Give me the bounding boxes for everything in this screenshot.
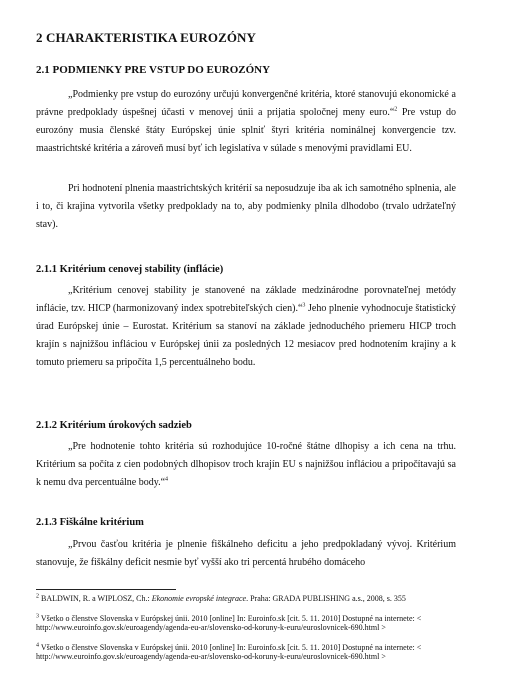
footnote-number: 4	[36, 642, 39, 649]
section-2-1-paragraph-1	[36, 86, 456, 158]
section-2-1-3-title: 2.1.3 Fiškálne kritérium	[36, 517, 144, 528]
footnote-book-title: Ekonomie evropské integrace	[151, 594, 247, 603]
paragraph-tail: Pre vstup do eurozóny musia členské štáty Európskej únie splniť štyri kritéria nominálnej konvergencie tzv. maastrichtské kritéria a zároveň musí byť ich legislatíva v súlade s menovými pravidlami EU.	[36, 107, 456, 154]
quote-text: „Pre hodnotenie tohto kritéria sú rozhodujúce 10-ročné štátne dlhopisy a ich cena na trhu. Kritérium sa počíta z cien podobných dlhopisov troch krajín EU s najnižšou infláciou a pripočítavajú sa k nemu dva percentuálne body.“	[36, 441, 456, 488]
section-2-1-3-paragraph: „Prvou časťou kritéria je plnenie fiškálneho deficitu a jeho predpokladaný vývoj. Kritérium stanovuje, že fiškálny deficit nesmie byť vyšší ako tri percentá hrubého domáceho	[36, 539, 456, 568]
footnote-ref-3: 3	[302, 302, 306, 309]
chapter-title: 2 CHARAKTERISTIKA EUROZÓNY	[36, 30, 257, 45]
quote-text: „Kritérium cenovej stability je stanovené na základe medzinárodne porovnateľnej metódy inflácie, tzv. HICP (harmonizovaný index spotrebiteľských cien).“	[36, 285, 456, 314]
footnote-2	[36, 594, 456, 603]
section-2-1-title: 2.1 PODMIENKY PRE VSTUP DO EUROZÓNY	[36, 64, 271, 76]
section-2-1-2-paragraph	[36, 438, 456, 492]
footnote-number: 3	[36, 613, 39, 620]
footnote-4	[36, 643, 456, 661]
footnote-text: . Praha: GRADA PUBLISHING a.s., 2008, s. 355	[246, 594, 406, 603]
section-2-1-paragraph-2: Pri hodnotení plnenia maastrichtských kritérií sa neposudzuje iba ak ich samotného splnenia, ale i to, či krajina vytvorila všetky predpoklady na to, aby podmienky plnila dlhodobo (trvalo udržateľný stav).	[36, 183, 456, 230]
section-2-1-1-title: 2.1.1 Kritérium cenovej stability (inflácie)	[36, 264, 224, 275]
footnote-number: 2	[36, 593, 39, 600]
footnote-ref-4: 4	[165, 476, 169, 483]
section-2-1-2-title: 2.1.2 Kritérium úrokových sadzieb	[36, 420, 192, 431]
footnote-text: Všetko o členstve Slovenska v Európskej únii. 2010 [online] In: Euroinfo.sk [cit. 5. 11. 2010] Dostupné na internete: < http://www.euroinfo.gov.sk/euroagendy/agenda-eu-ar/slovensko-od-koruny-k-euru/euroslovnicek-690.html >	[36, 614, 422, 632]
footnote-3	[36, 614, 456, 632]
footnote-text: BALDWIN, R. a WIPLOSZ, Ch.:	[39, 594, 152, 603]
quote-text: „Podmienky pre vstup do eurozóny určujú konvergenčné kritéria, ktoré stanovujú ekonomické a právne predpoklady úspešnej účasti v menovej únii a prijatia spoločnej meny euro.“	[36, 89, 456, 118]
footnote-separator	[36, 589, 176, 590]
footnote-ref-2: 2	[394, 106, 398, 113]
footnote-text: Všetko o členstve Slovenska v Európskej únii. 2010 [online] In: Euroinfo.sk [cit. 5. 11. 2010] Dostupné na internete: < http://www.euroinfo.gov.sk/euroagendy/agenda-eu-ar/slovensko-od-koruny-k-euru/euroslovnicek-690.html >	[36, 643, 422, 661]
section-2-1-1-paragraph	[36, 282, 456, 372]
paragraph-tail: Jeho plnenie vyhodnocuje štatistický úrad Európskej únie – Eurostat. Kritérium sa stanoví na základe jednoduchého priemeru HICP troch krajín s najnižšou infláciou v Európskej únii za posledných 12 mesiacov pred hodnotením krajiny a k tomuto priemeru sa pripočíta 1,5 percentuálneho bodu.	[36, 303, 456, 368]
